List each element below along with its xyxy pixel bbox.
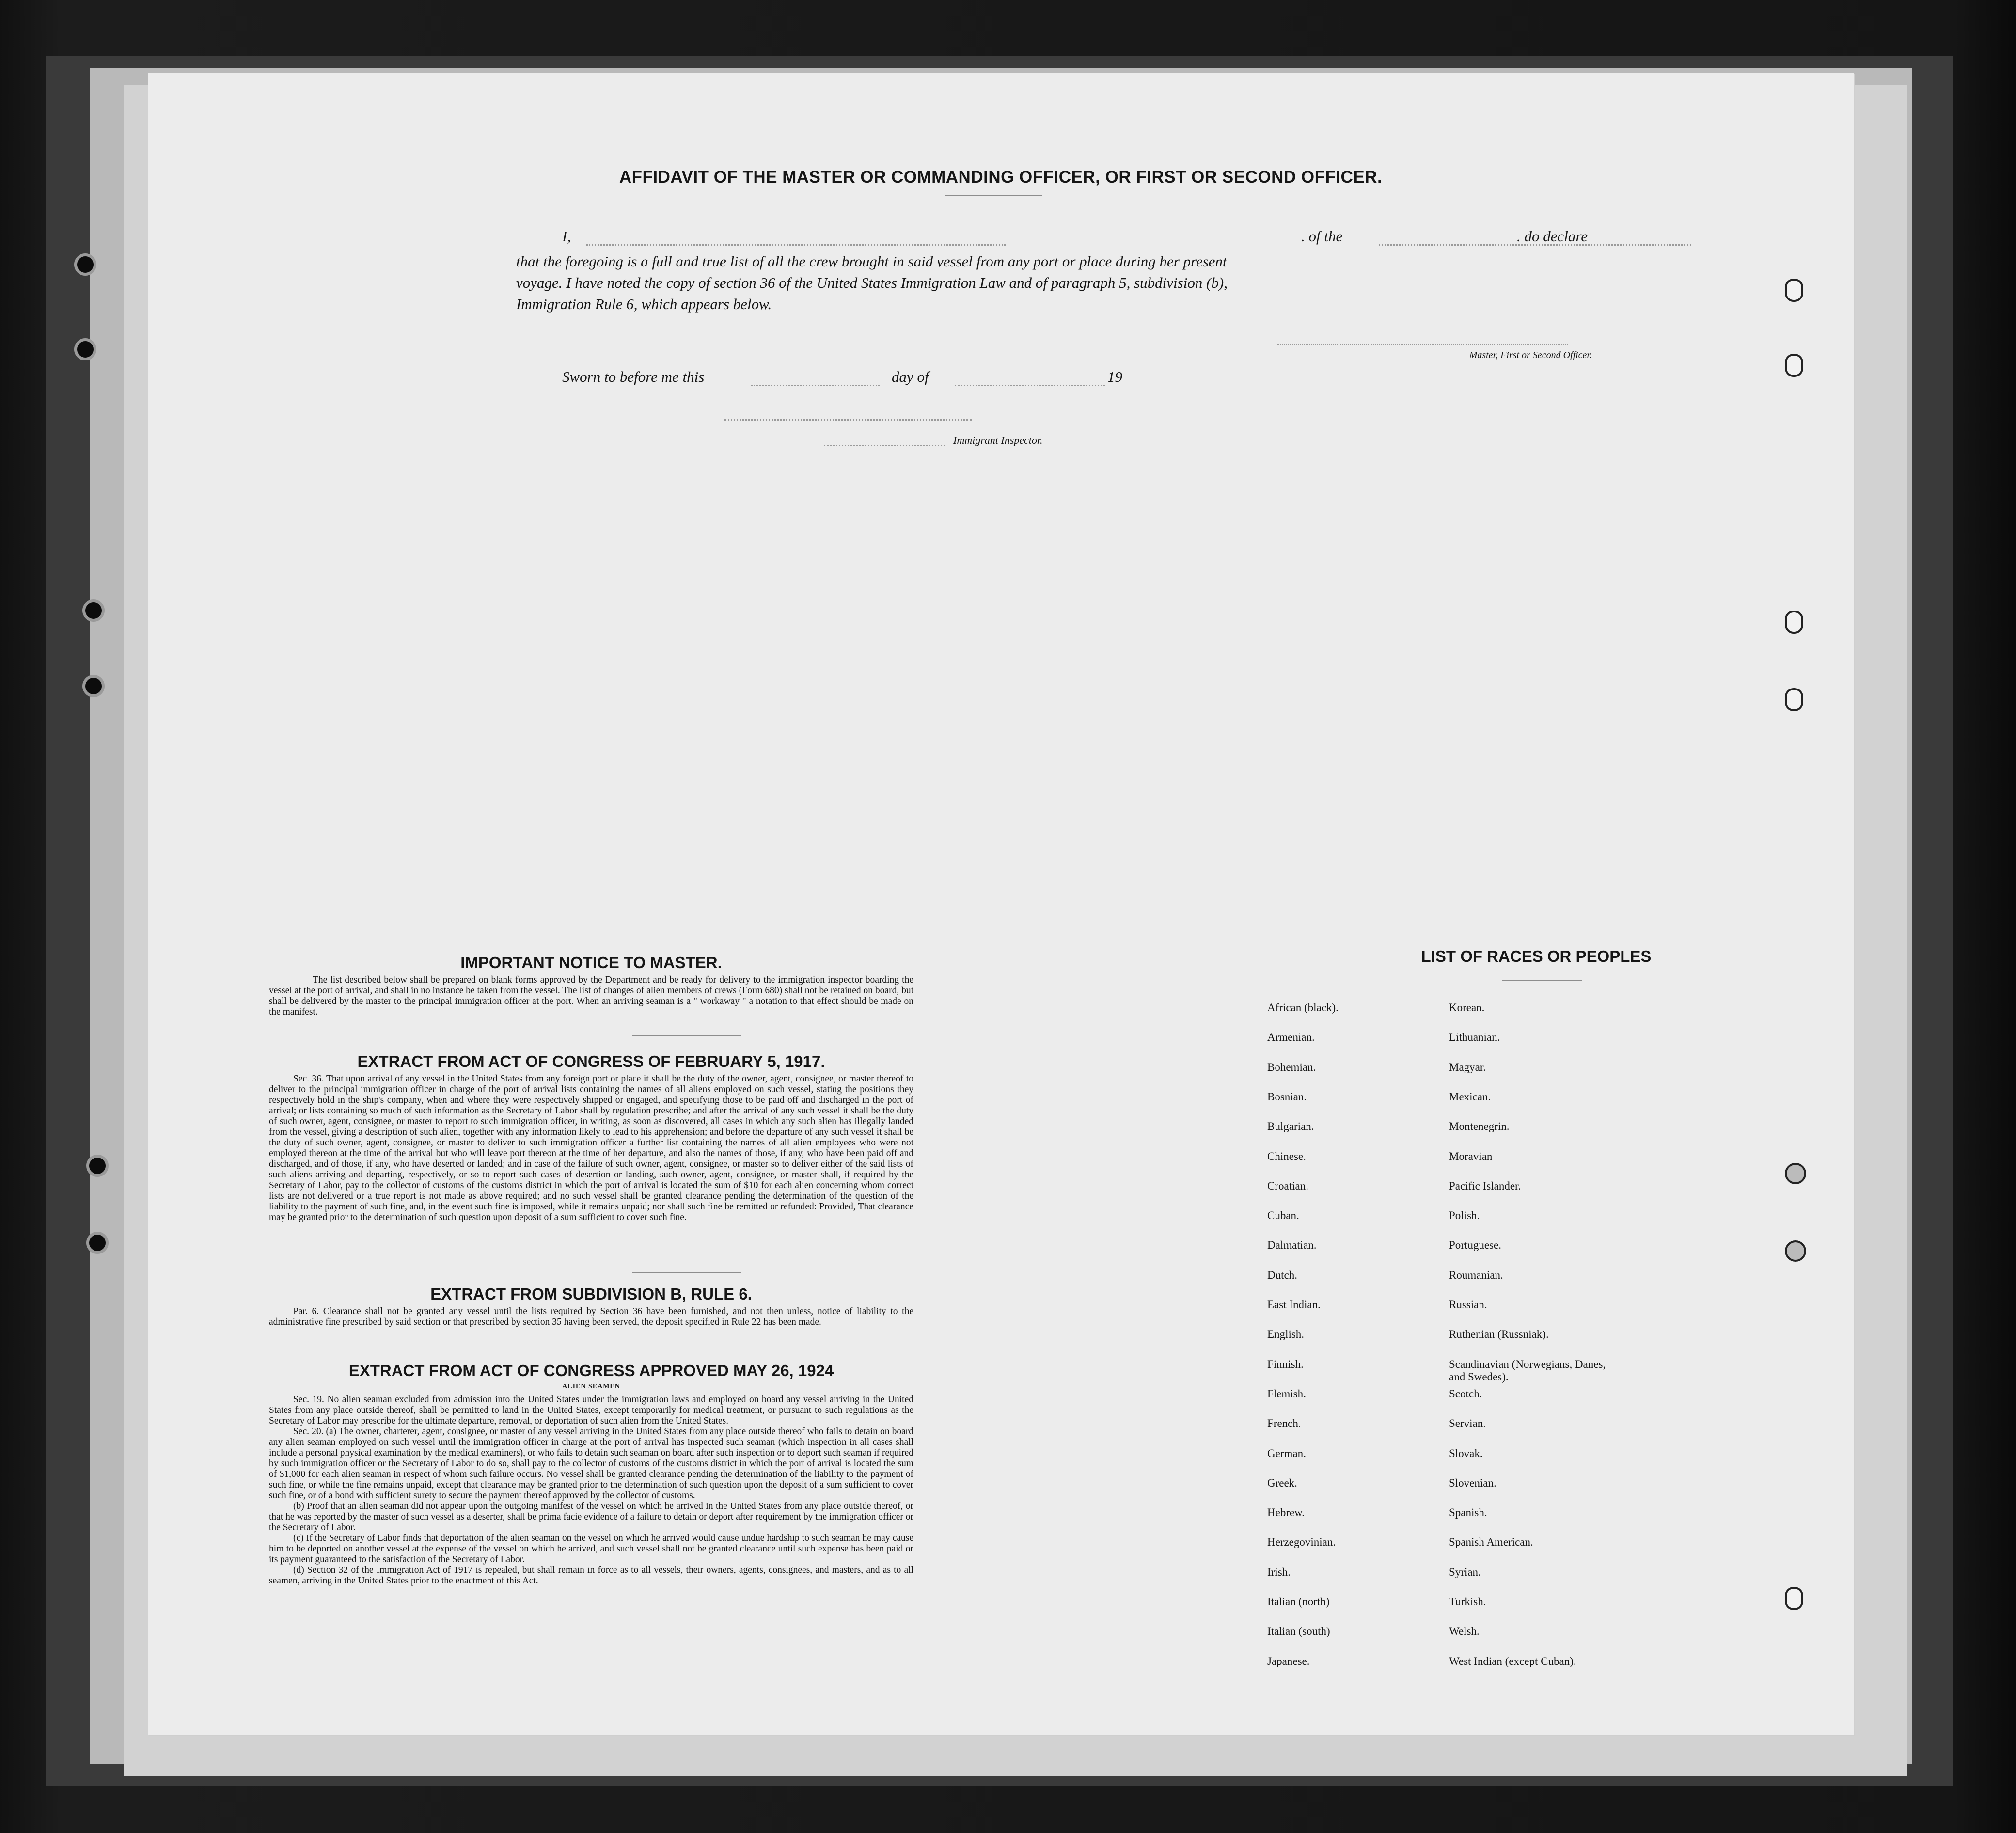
race-item-right: Spanish. (1449, 1506, 1487, 1519)
punch-hole (1785, 354, 1803, 377)
race-item-right: Slovak. (1449, 1447, 1483, 1459)
sworn-line (562, 368, 1289, 386)
affidavit-line-4: Immigration Rule 6, which appears below. (516, 296, 772, 313)
punch-hole (1785, 1163, 1806, 1184)
sec-20c: (c) If the Secretary of Labor finds that deportation of the alien seaman on the vessel on which he arrived would cause undue hardship to such seaman he may cause him to be deported on another vessel at the expense of the vessel on which he arrived, and such vessel shall not be granted clearance until such expense has been paid or its payment guaranteed to the satisfaction of the Secretary of Labor. (269, 1533, 914, 1565)
name-blank (586, 244, 1006, 246)
race-item-right: Polish. (1449, 1209, 1480, 1222)
punch-hole (1785, 611, 1803, 634)
race-item-right: Roumanian. (1449, 1269, 1503, 1281)
race-item-right: Turkish. (1449, 1596, 1486, 1608)
inspector-label: Immigrant Inspector. (953, 434, 1043, 446)
affidavit-body (516, 251, 1611, 315)
race-item-left: French. (1267, 1417, 1301, 1430)
race-item-left: Italian (north) (1267, 1596, 1330, 1608)
affidavit-line-3: voyage. I have noted the copy of section 36 of the United States Immigration Law and of paragraph 5, subdivision (b), (516, 274, 1228, 291)
rule-6-title: EXTRACT FROM SUBDIVISION B, RULE 6. (430, 1285, 752, 1303)
binder-hole (82, 599, 105, 622)
race-item-right: Lithuanian. (1449, 1031, 1500, 1044)
sec-19: Sec. 19. No alien seaman excluded from admission into the United States under the immigration laws and employed on board any vessel arriving in the United States from any place outside thereof, shall be permitted to land in the United States, except temporarily for medical treatment, or pursuant to such regulations as the Secretary of Labor may prescribe for the ultimate departure, removal, or deportation of such alien from the United States. (269, 1394, 914, 1426)
act-1924-body (269, 1394, 914, 1586)
race-item-left: Bohemian. (1267, 1061, 1316, 1073)
race-item-right: Korean. (1449, 1002, 1485, 1014)
affidavit-i: I, (562, 228, 571, 245)
divider (1502, 980, 1582, 981)
divider (632, 1272, 741, 1273)
race-item-left: Armenian. (1267, 1031, 1315, 1044)
punch-hole (1785, 1240, 1806, 1262)
race-item-left: Dutch. (1267, 1269, 1297, 1281)
sworn-day-of: day of (892, 368, 929, 385)
race-item-right: Mexican. (1449, 1090, 1491, 1103)
notice-title: IMPORTANT NOTICE TO MASTER. (460, 954, 722, 971)
sec-20a: Sec. 20. (a) The owner, charterer, agent, consignee, or master of any vessel arriving in the United States from any place outside thereof who fails to detain on board any alien seaman employed on such vessel until the immigration officer in charge at the port of arrival has inspected such seaman (which inspection in all cases shall include a personal physical examination by the medical examiners), or who fails to detain such seaman on board after such inspection or to deport such seaman if required by such immigration officer or the Secretary of Labor to do so, shall pay to the collector of customs of the customs district in which the port of arrival is located the sum of $1,000 for each alien seaman in respect of whom such failure occurs. No vessel shall be granted clearance pending the determination of the liability to the payment of such fine, or while the fine remains unpaid, except that clearance may be granted prior to the determination of such question upon the deposit of a sum sufficient to cover such fine, or of a bond with sufficient surety to secure the payment thereof approved by the collector of customs. (269, 1426, 914, 1501)
notice-body: The list described below shall be prepared on blank forms approved by the Department and be ready for delivery to the immigration inspector boarding the vessel at the port of arrival, and shall in no instance be taken from the vessel. The list of changes of alien members of crews (Form 680) shall not be retained on board, but shall be delivered by the master to the principal immigration officer at the port. When an arriving seaman is a " workaway " a notation to that effect should be made on the manifest. (269, 975, 914, 1017)
affidavit-line-1 (562, 228, 1626, 247)
race-item-left: Flemish. (1267, 1387, 1306, 1400)
inspector-line-upper (724, 419, 972, 421)
binder-hole (86, 1155, 109, 1177)
sec-20b: (b) Proof that an alien seaman did not appear upon the outgoing manifest of the vessel on which he arrived in the United States from any place outside thereof, or that he was reported by the master of such vessel as a deserter, shall be prima facie evidence of a failure to detain or deport after requirement by the immigration officer or the Secretary of Labor. (269, 1501, 914, 1533)
divider (632, 1035, 741, 1036)
race-item-right: West Indian (except Cuban). (1449, 1655, 1576, 1667)
race-item-right: Welsh. (1449, 1625, 1480, 1638)
race-item-right: Scotch. (1449, 1387, 1482, 1400)
race-item-left: Italian (south) (1267, 1625, 1330, 1638)
sworn-month-blank (955, 385, 1105, 386)
affidavit-page (148, 73, 1854, 1735)
affidavit-title: AFFIDAVIT OF THE MASTER OR COMMANDING OFFICER, OR FIRST OR SECOND OFFICER. (619, 168, 1383, 187)
race-item-right: Scandinavian (Norwegians, Danes, and Swedes). (1449, 1358, 1606, 1383)
race-item-right: Moravian (1449, 1150, 1493, 1162)
race-item-right: Magyar. (1449, 1061, 1486, 1073)
race-item-right: Slovenian. (1449, 1476, 1496, 1489)
master-signature-line (1277, 344, 1568, 345)
race-item-left: East Indian. (1267, 1299, 1321, 1311)
race-item-right: Pacific Islander. (1449, 1179, 1521, 1192)
race-item-left: Cuban. (1267, 1209, 1299, 1222)
race-item-left: Croatian. (1267, 1179, 1308, 1192)
sworn-prefix: Sworn to before me this (562, 368, 705, 385)
affidavit-do-declare: . do declare (1517, 228, 1588, 245)
sworn-year: 19 (1107, 368, 1122, 385)
race-item-right: Ruthenian (Russniak). (1449, 1328, 1549, 1341)
race-item-right: Montenegrin. (1449, 1120, 1510, 1133)
race-item-left: Herzegovinian. (1267, 1536, 1336, 1549)
affidavit-line-2: that the foregoing is a full and true list of all the crew brought in said vessel from any port or place during her present (516, 253, 1227, 270)
title-underline (945, 195, 1042, 196)
race-item-right: Syrian. (1449, 1566, 1481, 1578)
sworn-day-blank (751, 385, 880, 386)
master-signature-label: Master, First or Second Officer. (1469, 350, 1592, 360)
affidavit-of-the: . of the (1301, 228, 1343, 245)
sec-20d: (d) Section 32 of the Immigration Act of 1917 is repealed, but shall remain in force as to all vessels, their owners, agents, consignees, and masters, and as to all seamen, arriving in the United States prior to the enactment of this Act. (269, 1565, 914, 1586)
race-item-left: Japanese. (1267, 1655, 1310, 1667)
races-title: LIST OF RACES OR PEOPLES (1421, 947, 1652, 965)
punch-hole (1785, 279, 1803, 302)
race-item-left: African (black). (1267, 1002, 1339, 1014)
binder-hole (86, 1232, 109, 1254)
race-item-left: English. (1267, 1328, 1305, 1341)
race-item-left: Chinese. (1267, 1150, 1306, 1162)
punch-hole (1785, 688, 1803, 711)
race-item-left: Dalmatian. (1267, 1239, 1317, 1252)
race-item-right: Portuguese. (1449, 1239, 1501, 1252)
binder-hole (74, 253, 96, 276)
race-item-left: Bulgarian. (1267, 1120, 1314, 1133)
binder-hole (82, 675, 105, 697)
act-1924-subtitle: ALIEN SEAMEN (562, 1383, 620, 1390)
race-item-left: Finnish. (1267, 1358, 1304, 1370)
race-item-right: Russian. (1449, 1299, 1487, 1311)
act-1917-title: EXTRACT FROM ACT OF CONGRESS OF FEBRUARY 5, 1917. (357, 1052, 825, 1070)
race-item-left: Irish. (1267, 1566, 1291, 1578)
race-item-left: Bosnian. (1267, 1090, 1307, 1103)
race-item-left: Hebrew. (1267, 1506, 1305, 1519)
race-item-left: Greek. (1267, 1476, 1297, 1489)
race-item-right: Servian. (1449, 1417, 1486, 1430)
binder-hole (74, 338, 96, 360)
inspector-line (824, 445, 945, 446)
vessel-blank (1379, 244, 1691, 246)
act-1917-body: Sec. 36. That upon arrival of any vessel in the United States from any foreign port or place it shall be the duty of the owner, agent, consignee, or master thereof to deliver to the principal immigration officer in charge of the port of arrival lists containing the names of all aliens employed on such vessel, stating the positions they respectively hold in the ship's company, when and where they were respectively shipped or engaged, and specifying those to be paid off and discharged in the port of arrival; or lists containing so much of such information as the Secretary of Labor shall by regulation prescribe; and after the arrival of any such vessel it shall be the duty of such owner, agent, consignee, or master to report to such immigration officer, in writing, as soon as discovered, all cases in which any such alien has illegally landed from the vessel, giving a description of such alien, together with any information likely to lead to his apprehension; and before the departure of any such vessel it shall be the duty of such owner, agent, consignee, or master to deliver to such immigration officer a further list containing the names of all alien employees who were not employed thereon at the time of the arrival but who will leave port thereon at the time of her departure, and also the names of those, if any, who have been paid off and discharged, and of those, if any, who have deserted or landed; and in case of the failure of such owner, agent, consignee, or master so to deliver either of the said lists of such aliens arriving and departing, respectively, or so to report such cases of desertion or landing, such owner, agent, consignee, or master shall, if required by the Secretary of Labor, pay to the collector of customs of the customs district in which the port of arrival is located the sum of $10 for each alien concerning whom correct lists are not delivered or a true report is not made as above required; and no such vessel shall be granted clearance pending the determination of the question of the liability to the payment of such fine, and, in the event such fine is imposed, while it remains unpaid; nor shall such fine be remitted or refunded: Provided, That clearance may be granted prior to the determination of such question upon deposit of a sum sufficient to cover such fine. (269, 1074, 914, 1222)
rule-6-body: Par. 6. Clearance shall not be granted any vessel until the lists required by Section 36 have been furnished, and not then unless, notice of liability to the administrative fine prescribed by said section or that prescribed by section 35 having been served, the deposit specified in Rule 22 has been made. (269, 1306, 914, 1327)
punch-hole (1785, 1587, 1803, 1610)
act-1924-title: EXTRACT FROM ACT OF CONGRESS APPROVED MAY 26, 1924 (348, 1362, 834, 1379)
race-item-left: German. (1267, 1447, 1306, 1459)
race-item-right: Spanish American. (1449, 1536, 1533, 1549)
